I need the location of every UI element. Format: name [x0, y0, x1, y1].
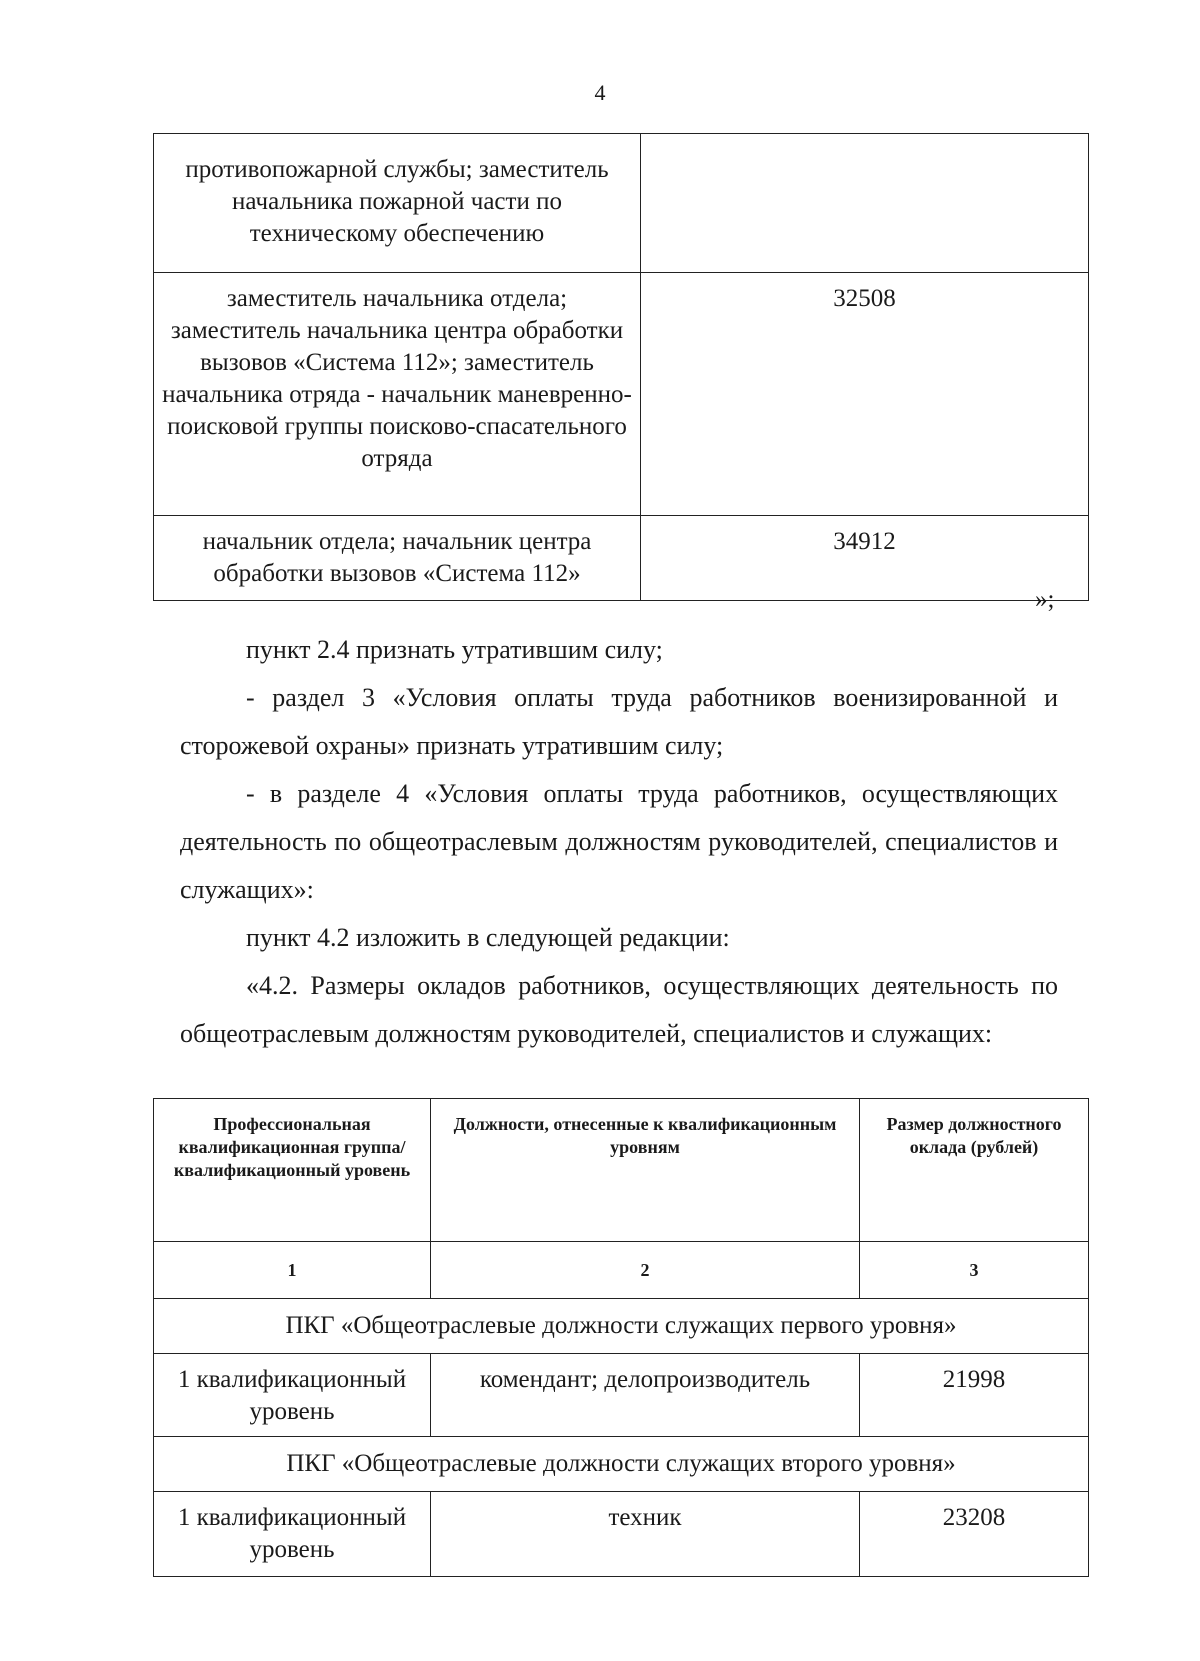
column-number-row [154, 1242, 1089, 1299]
paragraph: пункт 2.4 признать утратившим силу; [246, 635, 663, 664]
page-number: 4 [594, 80, 606, 105]
group-title-row [154, 1437, 1089, 1492]
table-row [154, 1354, 1089, 1437]
salary-cell: 21998 [860, 1354, 1089, 1437]
closing-quote: »; [1035, 586, 1055, 613]
salary-cell: 34912 [641, 516, 1089, 601]
paragraph: «4.2. Размеры окладов работников, осуществляющих деятельность по общеотраслевым должностям руководителей, специалистов и служащих: [180, 971, 1058, 1048]
paragraph: пункт 4.2 изложить в следующей редакции: [246, 923, 730, 952]
salary-cell: 23208 [860, 1492, 1089, 1577]
column-number: 1 [154, 1242, 431, 1299]
table-row [154, 1492, 1089, 1577]
group-title: ПКГ «Общеотраслевые должности служащих второго уровня» [154, 1437, 1089, 1492]
paragraph: - раздел 3 «Условия оплаты труда работников военизированной и сторожевой охраны» признать утратившим силу; [180, 683, 1058, 760]
salary-table [153, 1098, 1089, 1577]
group-title: ПКГ «Общеотраслевые должности служащих первого уровня» [154, 1299, 1089, 1354]
positions-cell: комендант; делопроизводитель [431, 1354, 860, 1437]
level-cell: 1 квалификационный уровень [154, 1492, 431, 1577]
header-cell: Профессиональная квалификационная группа/ квалификационный уровень [154, 1099, 431, 1242]
paragraph: - в разделе 4 «Условия оплаты труда работников, осуществляющих деятельность по общеотраслевым должностям руководителей, специалистов и служащих»: [180, 779, 1058, 904]
header-cell: Должности, отнесенные к квалификационным уровням [431, 1099, 860, 1242]
table-row [154, 516, 1089, 601]
salary-table-continued [153, 133, 1089, 601]
table-row [154, 134, 1089, 273]
table-row [154, 273, 1089, 516]
level-cell: 1 квалификационный уровень [154, 1354, 431, 1437]
group-title-row [154, 1299, 1089, 1354]
position-cell: заместитель начальника отдела; заместитель начальника центра обработки вызовов «Система 112»; заместитель начальника отряда - начальник маневренно-поисковой группы поисково-спасательного отряда [154, 273, 641, 516]
position-cell: начальник отдела; начальник центра обработки вызовов «Система 112» [154, 516, 641, 601]
header-cell: Размер должностного оклада (рублей) [860, 1099, 1089, 1242]
table-header-row [154, 1099, 1089, 1242]
column-number: 3 [860, 1242, 1089, 1299]
positions-cell: техник [431, 1492, 860, 1577]
position-cell: противопожарной службы; заместитель начальника пожарной части по техническому обеспечению [154, 134, 641, 273]
salary-cell [641, 134, 1089, 273]
salary-cell: 32508 [641, 273, 1089, 516]
column-number: 2 [431, 1242, 860, 1299]
